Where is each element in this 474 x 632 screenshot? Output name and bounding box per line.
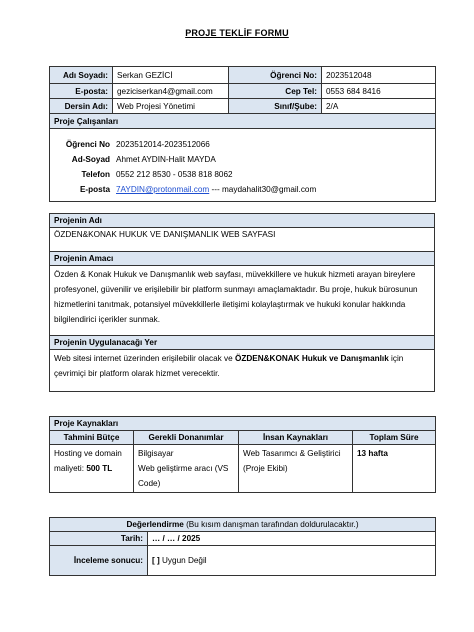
email-label: E-posta:	[50, 84, 113, 99]
team-phone-label: Telefon	[81, 170, 110, 179]
project-place-text: Web sitesi internet üzerinden erişilebilir olacak ve ÖZDEN&KONAK Hukuk ve Danışmanlık için çevrimiçi bir platform olarak hizmet verecektir.	[50, 350, 435, 392]
date-label: Tarih:	[50, 532, 148, 546]
student-info-table	[49, 66, 436, 202]
budget-cell: Hosting ve domain maliyeti: 500 TL	[50, 445, 134, 493]
phone-value: 0553 684 8416	[322, 84, 436, 99]
team-header: Proje Çalışanları	[50, 114, 436, 129]
team-phone-value: 0552 212 8530 - 0538 818 8062	[116, 170, 233, 179]
team-name-value: Ahmet AYDIN-Halit MAYDA	[116, 155, 216, 164]
course-value: Web Projesi Yönetimi	[113, 99, 229, 114]
team-email-label: E-posta	[79, 185, 110, 194]
phone-label: Cep Tel:	[229, 84, 322, 99]
human-cell: Web Tasarımcı & Geliştirici (Proje Ekibi)	[239, 445, 353, 493]
resources-table	[49, 416, 436, 493]
evaluation-table	[49, 517, 436, 576]
team-block	[50, 129, 436, 202]
team-no-value: 2023512014-2023512066	[116, 140, 210, 149]
project-purpose-text: Özden & Konak Hukuk ve Danışmanlık web sayfası, müvekkillere ve hukuk hizmeti arayan bireylere profesyonel, güvenilir ve erişilebilir bir platform sunmayı amaçlamaktadır. Bu proje, hukuk bürosunun hizmetlerini tanıtmak, potansiyel müvekkillerle iletişimi kolaylaştırmak ve hukuki konular hakkında bilgilendirici içerikler sunmak.	[50, 266, 435, 336]
student-no-value: 2023512048	[322, 67, 436, 84]
name-value: Serkan GEZİCİ	[113, 67, 229, 84]
col-hardware: Gerekli Donanımlar	[134, 431, 239, 445]
page-title: PROJE TEKLİF FORMU	[185, 28, 289, 38]
email-value: geziciserkan4@gmail.com	[113, 84, 229, 99]
team-name-label: Ad-Soyad	[71, 155, 110, 164]
col-human: İnsan Kaynakları	[239, 431, 353, 445]
evaluation-header: Değerlendirme (Bu kısım danışman tarafından doldurulacaktır.)	[50, 518, 436, 532]
result-value: [ ] Uygun Değil	[148, 546, 436, 576]
name-label: Adı Soyadı:	[50, 67, 113, 84]
resources-header: Proje Kaynakları	[50, 417, 436, 431]
result-label: İnceleme sonucu:	[50, 546, 148, 576]
class-label: Sınıf/Şube:	[229, 99, 322, 114]
project-purpose-header: Projenin Amacı	[50, 252, 435, 266]
project-name-value: ÖZDEN&KONAK HUKUK VE DANIŞMANLIK WEB SAYFASI	[50, 228, 435, 252]
team-email-link[interactable]: 7AYDIN@protonmail.com	[116, 185, 210, 194]
project-name-header: Projenin Adı	[50, 214, 435, 228]
duration-cell: 13 hafta	[353, 445, 436, 493]
class-value: 2/A	[322, 99, 436, 114]
course-label: Dersin Adı:	[50, 99, 113, 114]
hardware-cell: Bilgisayar Web geliştirme aracı (VS Code)	[134, 445, 239, 493]
result-checkbox[interactable]: [ ]	[152, 556, 160, 565]
col-budget: Tahmini Bütçe	[50, 431, 134, 445]
student-no-label: Öğrenci No:	[229, 67, 322, 84]
date-value: … / … / 2025	[148, 532, 436, 546]
project-place-header: Projenin Uygulanacağı Yer	[50, 336, 435, 350]
team-no-label: Öğrenci No	[65, 140, 110, 149]
team-email-rest: --- maydahalit30@gmail.com	[209, 185, 317, 194]
project-table	[49, 213, 435, 392]
col-duration: Toplam Süre	[353, 431, 436, 445]
